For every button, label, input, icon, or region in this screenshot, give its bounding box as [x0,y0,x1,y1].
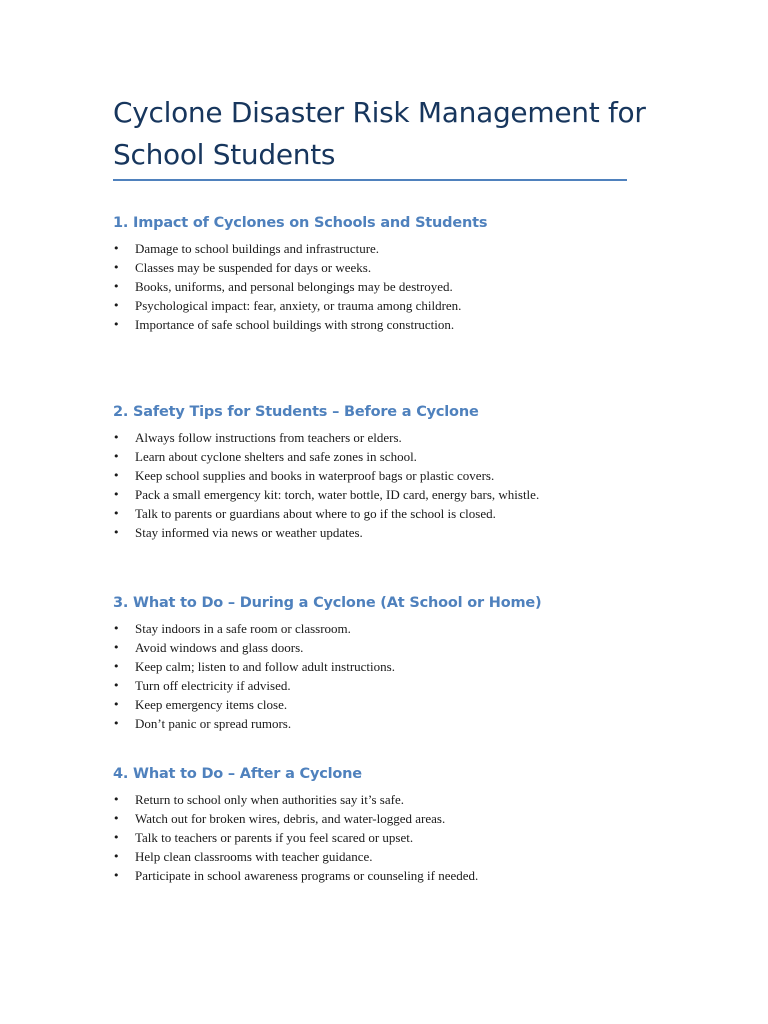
list-item [113,847,673,866]
bullet-icon: • [113,280,120,293]
list-item-text: Classes may be suspended for days or weeks. [135,260,372,275]
bullet-icon: • [113,869,120,882]
list-item-text: Pack a small emergency kit: torch, water bottle, ID card, energy bars, whistle. [135,487,540,502]
title-underline-rule [113,179,627,181]
bullet-icon: • [113,261,120,274]
list-item-text: Psychological impact: fear, anxiety, or trauma among children. [135,298,462,313]
bullet-icon: • [113,450,120,463]
list-item-text: Importance of safe school buildings with strong construction. [135,317,455,332]
list-item-text: Talk to teachers or parents if you feel scared or upset. [135,830,414,845]
list-item-text: Turn off electricity if advised. [135,678,291,693]
list-item [113,790,673,809]
bullet-icon: • [113,698,120,711]
list-item [113,828,673,847]
bullet-icon: • [113,793,120,806]
list-item-text: Damage to school buildings and infrastructure. [135,241,380,256]
bullet-icon: • [113,641,120,654]
list-item [113,866,673,885]
list-item [113,714,673,733]
bullet-list [113,790,673,885]
list-item [113,428,673,447]
list-item-text: Keep calm; listen to and follow adult instructions. [135,659,395,674]
section-after-cyclone [113,763,673,885]
list-item [113,258,673,277]
bullet-icon: • [113,660,120,673]
list-item [113,504,673,523]
bullet-icon: • [113,831,120,844]
list-item [113,447,673,466]
list-item-text: Keep emergency items close. [135,697,288,712]
section-before-cyclone [113,401,673,542]
list-item [113,239,673,258]
bullet-icon: • [113,850,120,863]
bullet-icon: • [113,431,120,444]
section-heading: 4. What to Do – After a Cyclone [113,766,362,782]
bullet-list [113,428,673,542]
list-item [113,809,673,828]
bullet-icon: • [113,299,120,312]
section-heading: 3. What to Do – During a Cyclone (At School or Home) [113,595,542,611]
list-item-text: Always follow instructions from teachers or elders. [135,430,402,445]
list-item-text: Stay indoors in a safe room or classroom. [135,621,351,636]
bullet-icon: • [113,488,120,501]
list-item [113,277,673,296]
section-during-cyclone [113,592,673,733]
list-item [113,676,673,695]
list-item-text: Return to school only when authorities say it’s safe. [135,792,404,807]
list-item [113,619,673,638]
bullet-icon: • [113,242,120,255]
list-item-text: Stay informed via news or weather updates. [135,525,363,540]
list-item-text: Avoid windows and glass doors. [135,640,304,655]
section-heading: 2. Safety Tips for Students – Before a Cyclone [113,404,479,420]
list-item-text: Don’t panic or spread rumors. [135,716,292,731]
list-item [113,695,673,714]
document-title: Cyclone Disaster Risk Management for School Students [113,96,646,171]
list-item [113,638,673,657]
bullet-icon: • [113,717,120,730]
bullet-icon: • [113,469,120,482]
list-item [113,523,673,542]
section-heading: 1. Impact of Cyclones on Schools and Students [113,215,488,231]
list-item [113,657,673,676]
list-item [113,296,673,315]
list-item-text: Books, uniforms, and personal belongings may be destroyed. [135,279,453,294]
list-item [113,485,673,504]
bullet-list [113,239,673,334]
bullet-icon: • [113,812,120,825]
list-item-text: Keep school supplies and books in waterproof bags or plastic covers. [135,468,495,483]
bullet-icon: • [113,622,120,635]
bullet-icon: • [113,318,120,331]
list-item-text: Talk to parents or guardians about where to go if the school is closed. [135,506,496,521]
bullet-icon: • [113,507,120,520]
bullet-icon: • [113,679,120,692]
list-item [113,315,673,334]
section-impact [113,212,673,334]
list-item-text: Watch out for broken wires, debris, and water-logged areas. [135,811,446,826]
bullet-icon: • [113,526,120,539]
list-item [113,466,673,485]
bullet-list [113,619,673,733]
list-item-text: Participate in school awareness programs or counseling if needed. [135,868,479,883]
list-item-text: Help clean classrooms with teacher guidance. [135,849,373,864]
list-item-text: Learn about cyclone shelters and safe zones in school. [135,449,417,464]
